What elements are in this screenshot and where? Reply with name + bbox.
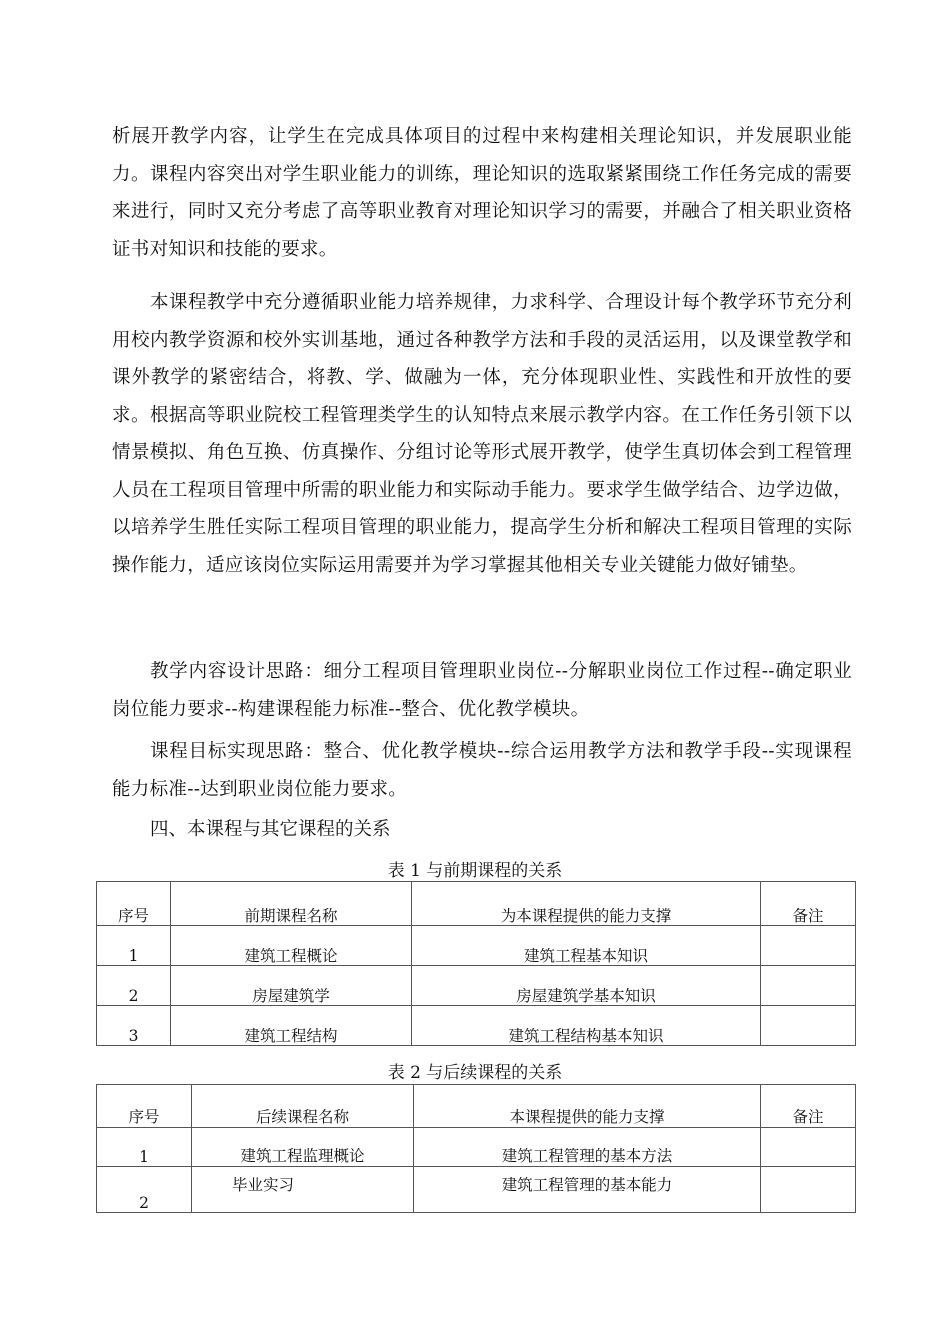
table-cell: 2 (97, 966, 171, 1006)
table-header-row (97, 1085, 856, 1128)
table-row (97, 1167, 856, 1213)
table-cell: 建筑工程结构 (171, 1006, 412, 1046)
table-cell (761, 966, 856, 1006)
paragraph-goal-realization: 课程目标实现思路：整合、优化教学模块--综合运用教学方法和教学手段--实现课程能力标准--达到职业岗位能力要求。 (112, 741, 852, 800)
table-cell: 建筑工程管理的基本方法 (414, 1128, 761, 1167)
header-cell: 序号 (97, 882, 171, 926)
prior-courses-table (96, 881, 856, 1046)
header-cell: 为本课程提供的能力支撑 (412, 882, 761, 926)
header-cell: 本课程提供的能力支撑 (414, 1085, 761, 1128)
table-cell (761, 1167, 856, 1213)
table1-caption: 表 1 与前期课程的关系 (387, 861, 563, 881)
paragraph-course-content: 析展开教学内容，让学生在完成具体项目的过程中来构建相关理论知识，并发展职业能力。课程内容突出对学生职业能力的训练，理论知识的选取紧紧围绕工作任务完成的需要来进行，同时又充分考虑了高等职业教育对理论知识学习的需要，并融合了相关职业资格证书对知识和技能的要求。 (112, 126, 852, 260)
table-cell: 建筑工程管理的基本能力 (414, 1167, 761, 1213)
table-row (97, 966, 856, 1006)
table-cell: 建筑工程监理概论 (192, 1128, 414, 1167)
table2-caption: 表 2 与后续课程的关系 (387, 1063, 563, 1083)
table-cell: 2 (97, 1167, 192, 1213)
header-cell: 备注 (761, 1085, 856, 1128)
table-cell: 3 (97, 1006, 171, 1046)
paragraph-teaching-principles: 本课程教学中充分遵循职业能力培养规律，力求科学、合理设计每个教学环节充分利用校内教学资源和校外实训基地，通过各种教学方法和手段的灵活运用，以及课堂教学和课外教学的紧密结合，将教、学、做融为一体，充分体现职业性、实践性和开放性的要求。根据高等职业院校工程管理类学生的认知特点来展示教学内容。在工作任务引领下以情景模拟、角色互换、仿真操作、分组讨论等形式展开教学，使学生真切体会到工程管理人员在工程项目管理中所需的职业能力和实际动手能力。要求学生做学结合、边学边做，以培养学生胜任实际工程项目管理的职业能力，提高学生分析和解决工程项目管理的实际操作能力，适应该岗位实际运用需要并为学习掌握其他相关专业关键能力做好铺垫。 (112, 292, 852, 576)
table-cell: 建筑工程概论 (171, 926, 412, 966)
table-cell: 毕业实习 (192, 1167, 414, 1213)
table-header-row (97, 882, 856, 926)
header-cell: 备注 (761, 882, 856, 926)
header-cell: 序号 (97, 1085, 192, 1128)
table-row (97, 1006, 856, 1046)
table-cell: 建筑工程结构基本知识 (412, 1006, 761, 1046)
table-cell (761, 1006, 856, 1046)
paragraph-content-design: 教学内容设计思路：细分工程项目管理职业岗位--分解职业岗位工作过程--确定职业岗位能力要求--构建课程能力标准--整合、优化教学模块。 (112, 661, 852, 720)
table-cell: 1 (97, 1128, 192, 1167)
table-cell: 房屋建筑学基本知识 (412, 966, 761, 1006)
table-row (97, 926, 856, 966)
table-cell: 房屋建筑学 (171, 966, 412, 1006)
table-row (97, 1128, 856, 1167)
table-cell: 1 (97, 926, 171, 966)
table-cell (761, 1128, 856, 1167)
subsequent-courses-table (96, 1084, 856, 1213)
table-cell (761, 926, 856, 966)
section-heading: 四、本课程与其它课程的关系 (150, 819, 391, 840)
header-cell: 前期课程名称 (171, 882, 412, 926)
table-cell: 建筑工程基本知识 (412, 926, 761, 966)
header-cell: 后续课程名称 (192, 1085, 414, 1128)
